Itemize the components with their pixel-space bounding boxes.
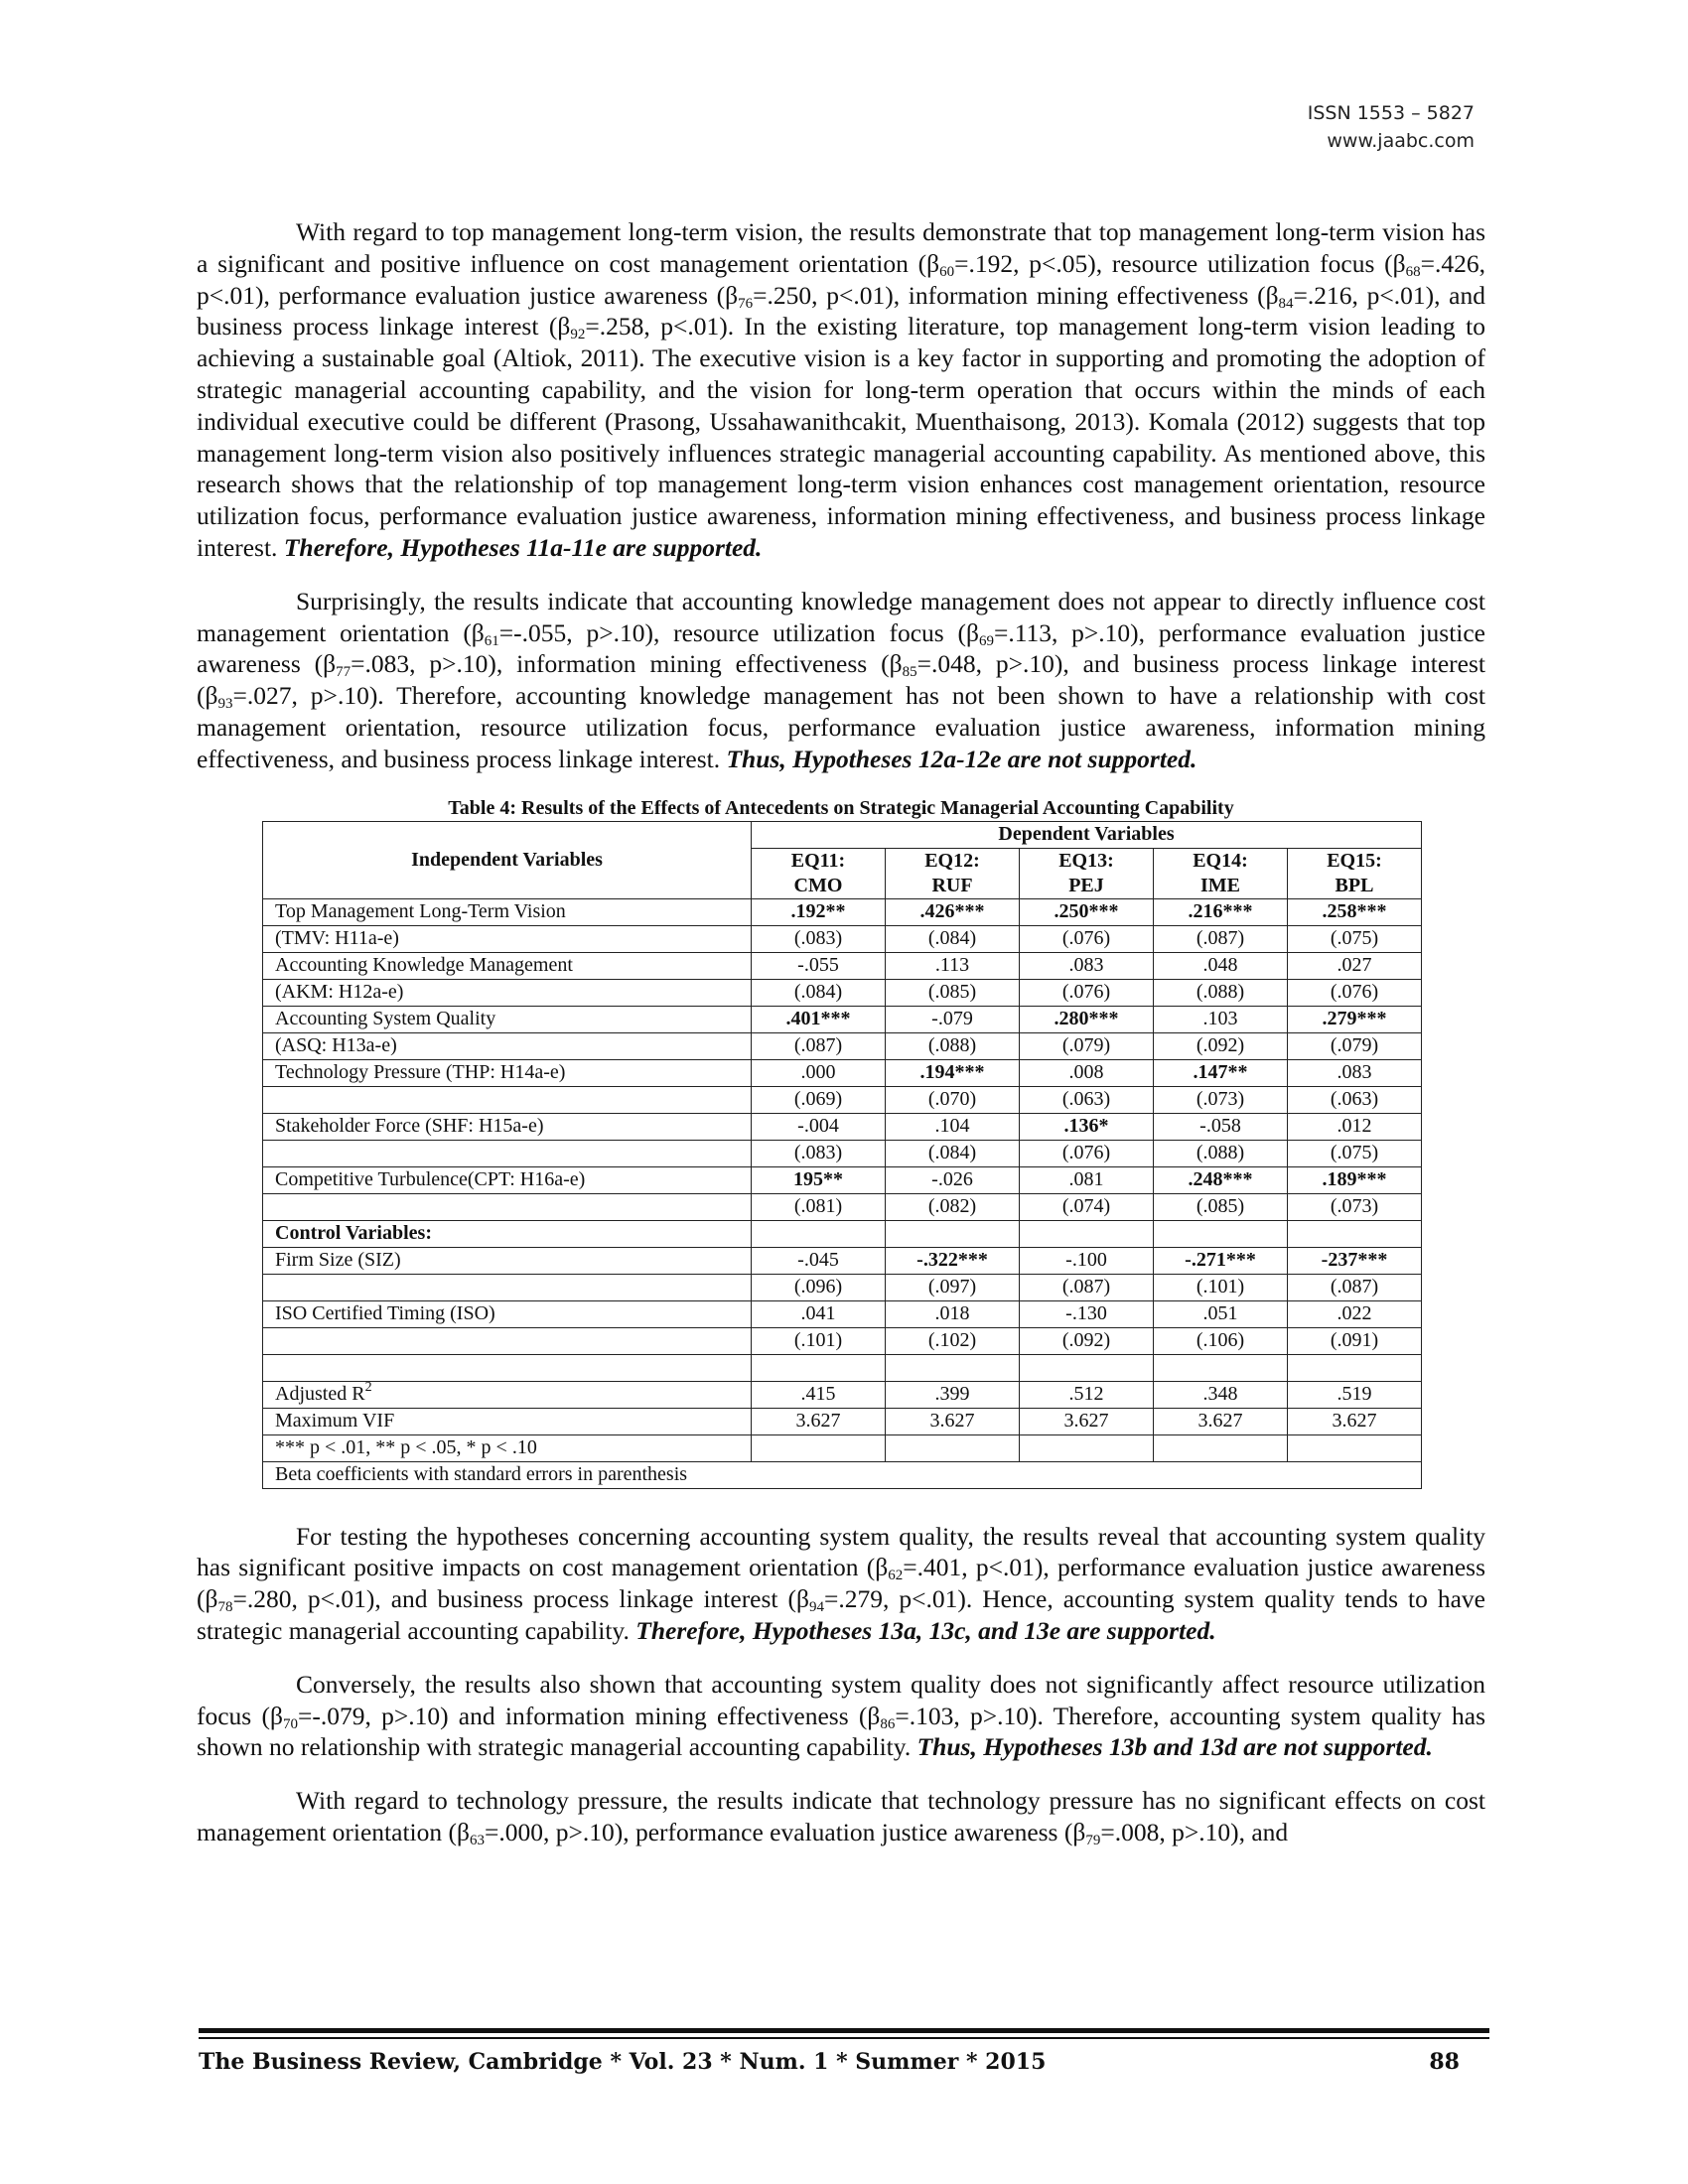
row-label: Stakeholder Force (SHF: H15a-e) [263,1113,752,1140]
table-cell: (.102) [886,1327,1020,1354]
table-row [263,1434,1422,1461]
footer-rule-thin [199,2037,1489,2039]
table-cell [1154,1220,1288,1247]
row-label: Firm Size (SIZ) [263,1247,752,1274]
paragraph-tmv: With regard to top management long-term vision, the results demonstrate that top management long-term vision has a significant and positive influence on cost management orientation ($\beta_{60}=.192$, p<.05), resource utilization focus ($\beta_{68}=.426$, p<.01), performance evaluation justice awareness ($\beta_{76}=.250$, p<.01), information mining effectiveness ($\beta_{84}=.216$, p<.01), and business process linkage interest ($\beta_{92}=.258$, p<.01). In the existing literature, top management long-term vision leading to achieving a sustainable goal (Altiok, 2011). The executive vision is a key factor in supporting and promoting the adoption of strategic managerial accounting capability, and the vision for long-term operation that occurs within the minds of each individual executive could be different (Prasong, Ussahawanithcakit, Muenthaisong, 2013). Komala (2012) suggests that top management long-term vision also positively influences strategic managerial accounting capability. As mentioned above, this research shows that the relationship of top management long-term vision enhances cost management orientation, resource utilization focus, performance evaluation justice awareness, information mining effectiveness, and business process linkage interest. Therefore, Hypotheses 11a-11e are supported. [197,217,1485,562]
row-label: Adjusted $R^2$ [263,1381,752,1408]
column-header: EQ15: BPL [1288,848,1422,898]
article-body [197,216,1485,1870]
table-cell: (.073) [1288,1193,1422,1220]
table-cell [1154,1434,1288,1461]
issn-text: ISSN 1553 – 5827 [1307,102,1475,124]
table-cell: -.026 [886,1166,1020,1193]
conclusion-h13-not-supported: Thus, Hypotheses 13b and 13d are not supported. [916,1732,1433,1762]
table-cell: (.091) [1288,1327,1422,1354]
table-row [263,1408,1422,1434]
table-cell: -.100 [1020,1247,1154,1274]
table-cell [752,1220,886,1247]
table-cell: -237*** [1288,1247,1422,1274]
table-row [263,1059,1422,1086]
table-cell: (.101) [1154,1274,1288,1300]
table-cell: (.087) [1020,1274,1154,1300]
row-label: Technology Pressure (THP: H14a-e) [263,1059,752,1086]
row-label: Maximum VIF [263,1408,752,1434]
table-cell: (.069) [752,1086,886,1113]
table-cell: -.004 [752,1113,886,1140]
table-cell: .136* [1020,1113,1154,1140]
column-header: EQ14: IME [1154,848,1288,898]
table-cell: (.083) [752,1140,886,1166]
table-cell: .048 [1154,952,1288,979]
table-cell: (.076) [1020,1140,1154,1166]
table-cell [886,1434,1020,1461]
table-cell: -.079 [886,1006,1020,1032]
row-label [263,1086,752,1113]
table-cell: .194*** [886,1059,1020,1086]
table-cell: .083 [1020,952,1154,979]
table-cell [886,1220,1020,1247]
table-cell: (.076) [1020,925,1154,952]
table-cell: (.074) [1020,1193,1154,1220]
table-cell: (.096) [752,1274,886,1300]
row-label [263,1354,752,1381]
row-label: Control Variables: [263,1220,752,1247]
row-label: (AKM: H12a-e) [263,979,752,1006]
table-row [263,1381,1422,1408]
table-cell: (.079) [1020,1032,1154,1059]
conclusion-h12: Thus, Hypotheses 12a-12e are not supported. [726,744,1197,773]
table-cell: .426*** [886,898,1020,925]
table-cell: -.271*** [1154,1247,1288,1274]
column-header: EQ13: PEJ [1020,848,1154,898]
row-label: ISO Certified Timing (ISO) [263,1300,752,1327]
table-cell: -.322*** [886,1247,1020,1274]
table-row [263,1247,1422,1274]
table-cell: 3.627 [1288,1408,1422,1434]
table-row [263,1300,1422,1327]
table-cell: .192** [752,898,886,925]
table-cell: .000 [752,1059,886,1086]
table-row [263,1006,1422,1032]
row-label [263,1274,752,1300]
table-row [263,1140,1422,1166]
footer-rule-thick [199,2028,1489,2033]
beta-note: Beta coefficients with standard errors in parenthesis [263,1461,1422,1488]
table-note-row [263,1461,1422,1488]
table-row [263,1193,1422,1220]
table-cell: (.092) [1020,1327,1154,1354]
table-cell: .041 [752,1300,886,1327]
table-cell: .250*** [1020,898,1154,925]
column-header: EQ11: CMO [752,848,886,898]
table-cell: (.082) [886,1193,1020,1220]
table-cell: (.085) [1154,1193,1288,1220]
paragraph-thp: With regard to technology pressure, the results indicate that technology pressure has no significant effects on cost management orientation ($\beta_{63}=.000$, p>.10), performance evaluation justice awareness ($\beta_{79}=.008$, p>.10), and [197,1786,1485,1848]
table-cell: .189*** [1288,1166,1422,1193]
table-cell: .018 [886,1300,1020,1327]
table-cell: .022 [1288,1300,1422,1327]
table-cell [1020,1220,1154,1247]
table-cell [1288,1220,1422,1247]
table-cell [1288,1354,1422,1381]
table-cell: (.106) [1154,1327,1288,1354]
table-cell: -.130 [1020,1300,1154,1327]
table-cell: (.092) [1154,1032,1288,1059]
table-cell: .348 [1154,1381,1288,1408]
table-cell: (.088) [1154,1140,1288,1166]
table-cell: .415 [752,1381,886,1408]
table-cell: .008 [1020,1059,1154,1086]
table-cell: .104 [886,1113,1020,1140]
table-cell: (.087) [752,1032,886,1059]
table-cell: (.084) [886,925,1020,952]
table-cell: (.101) [752,1327,886,1354]
table-cell: (.084) [752,979,886,1006]
table-row [263,1166,1422,1193]
table-cell: (.063) [1288,1086,1422,1113]
row-label: Accounting Knowledge Management [263,952,752,979]
table-caption: Table 4: Results of the Effects of Antecedents on Strategic Managerial Accounting Capability [448,796,1234,819]
table-cell: .519 [1288,1381,1422,1408]
table-row [263,1032,1422,1059]
table-cell: 3.627 [1154,1408,1288,1434]
table-cell: (.083) [752,925,886,952]
table-row [263,1220,1422,1247]
table-row [263,1086,1422,1113]
table-cell [752,1354,886,1381]
paragraph-akm: Surprisingly, the results indicate that accounting knowledge management does not appear to directly influence cost management orientation ($\beta_{61}=-.055$, p>.10), resource utilization focus ($\beta_{69}=.113$, p>.10), performance evaluation justice awareness ($\beta_{77}=.083$, p>.10), information mining effectiveness ($\beta_{85}=.048$, p>.10), and business process linkage interest ($\beta_{93}=.027$, p>.10). Therefore, accounting knowledge management has not been shown to have a relationship with cost management orientation, resource utilization focus, performance evaluation justice awareness, information mining effectiveness, and business process linkage interest. Thus, Hypotheses 12a-12e are not supported. [197,586,1485,773]
row-label: (ASQ: H13a-e) [263,1032,752,1059]
table-cell: 195** [752,1166,886,1193]
table-cell: (.075) [1288,1140,1422,1166]
table-cell: .027 [1288,952,1422,979]
table-cell: .280*** [1020,1006,1154,1032]
table-cell [1020,1354,1154,1381]
table-cell: .399 [886,1381,1020,1408]
row-label: Top Management Long-Term Vision [263,898,752,925]
table-cell: (.079) [1288,1032,1422,1059]
table-cell: .103 [1154,1006,1288,1032]
page-number: 88 [1429,2049,1460,2075]
row-label: *** p < .01, ** p < .05, * p < .10 [263,1434,752,1461]
table-cell: .279*** [1288,1006,1422,1032]
page-header [1308,99,1475,155]
table-cell [752,1434,886,1461]
table-cell: .113 [886,952,1020,979]
table-cell: .051 [1154,1300,1288,1327]
table-row [263,1113,1422,1140]
results-table [262,821,1422,1489]
table-cell: (.081) [752,1193,886,1220]
table-cell: .216*** [1154,898,1288,925]
row-label [263,1327,752,1354]
table-cell: .012 [1288,1113,1422,1140]
table-cell: -.055 [752,952,886,979]
table-row [263,952,1422,979]
row-label: (TMV: H11a-e) [263,925,752,952]
paragraph-asq: For testing the hypotheses concerning accounting system quality, the results reveal that accounting system quality has significant positive impacts on cost management orientation ($\beta_{62}=.401$, p<.01), performance evaluation justice awareness ($\beta_{78}=.280$, p<.01), and business process linkage interest ($\beta_{94}=.279$, p<.01). Hence, accounting system quality tends to have strategic managerial accounting capability. Therefore, Hypotheses 13a, 13c, and 13e are supported. [197,1521,1485,1645]
table-cell: (.070) [886,1086,1020,1113]
conclusion-h13-supported: Therefore, Hypotheses 13a, 13c, and 13e are supported. [635,1615,1216,1645]
table-cell: .401*** [752,1006,886,1032]
table-row [263,1274,1422,1300]
table-cell [1154,1354,1288,1381]
table-cell: .081 [1020,1166,1154,1193]
table-cell: 3.627 [886,1408,1020,1434]
table-cell: (.076) [1288,979,1422,1006]
table-cell: -.045 [752,1247,886,1274]
table-cell: (.088) [886,1032,1020,1059]
table-cell: (.088) [1154,979,1288,1006]
table-cell: 3.627 [1020,1408,1154,1434]
table-cell: .147** [1154,1059,1288,1086]
dependent-variables-header: Dependent Variables [752,821,1422,848]
table-cell: -.058 [1154,1113,1288,1140]
table-cell: (.076) [1020,979,1154,1006]
table-cell: (.085) [886,979,1020,1006]
table-row [263,925,1422,952]
paragraph-asq-conversely: Conversely, the results also shown that accounting system quality does not significantly affect resource utilization focus ($\beta_{70}=-.079$, p>.10) and information mining effectiveness ($\beta_{86}=.103$, p>.10). Therefore, accounting system quality has shown no relationship with strategic managerial accounting capability. Thus, Hypotheses 13b and 13d are not supported. [197,1669,1485,1762]
row-label [263,1140,752,1166]
table-cell: .083 [1288,1059,1422,1086]
journal-site: www.jaabc.com [1327,130,1475,152]
table-cell: .512 [1020,1381,1154,1408]
table-cell: .258*** [1288,898,1422,925]
table-cell [1020,1434,1154,1461]
column-header: EQ12: RUF [886,848,1020,898]
table-cell: (.087) [1154,925,1288,952]
table-cell: (.075) [1288,925,1422,952]
conclusion-h11: Therefore, Hypotheses 11a-11e are supported. [283,532,763,562]
row-label: Accounting System Quality [263,1006,752,1032]
table-cell: (.097) [886,1274,1020,1300]
table-cell: (.073) [1154,1086,1288,1113]
table-row [263,1354,1422,1381]
table-row [263,1327,1422,1354]
page-footer [199,2049,1460,2075]
journal-citation: The Business Review, Cambridge * Vol. 23 * Num. 1 * Summer * 2015 [199,2049,1047,2075]
table-row [263,898,1422,925]
table-cell: .248*** [1154,1166,1288,1193]
table-cell [1288,1434,1422,1461]
table-cell: (.084) [886,1140,1020,1166]
table-cell: 3.627 [752,1408,886,1434]
independent-variables-header: Independent Variables [263,821,752,898]
row-label: Competitive Turbulence(CPT: H16a-e) [263,1166,752,1193]
table-cell: (.087) [1288,1274,1422,1300]
row-label [263,1193,752,1220]
table-cell [886,1354,1020,1381]
table-row [263,979,1422,1006]
table-cell: (.063) [1020,1086,1154,1113]
